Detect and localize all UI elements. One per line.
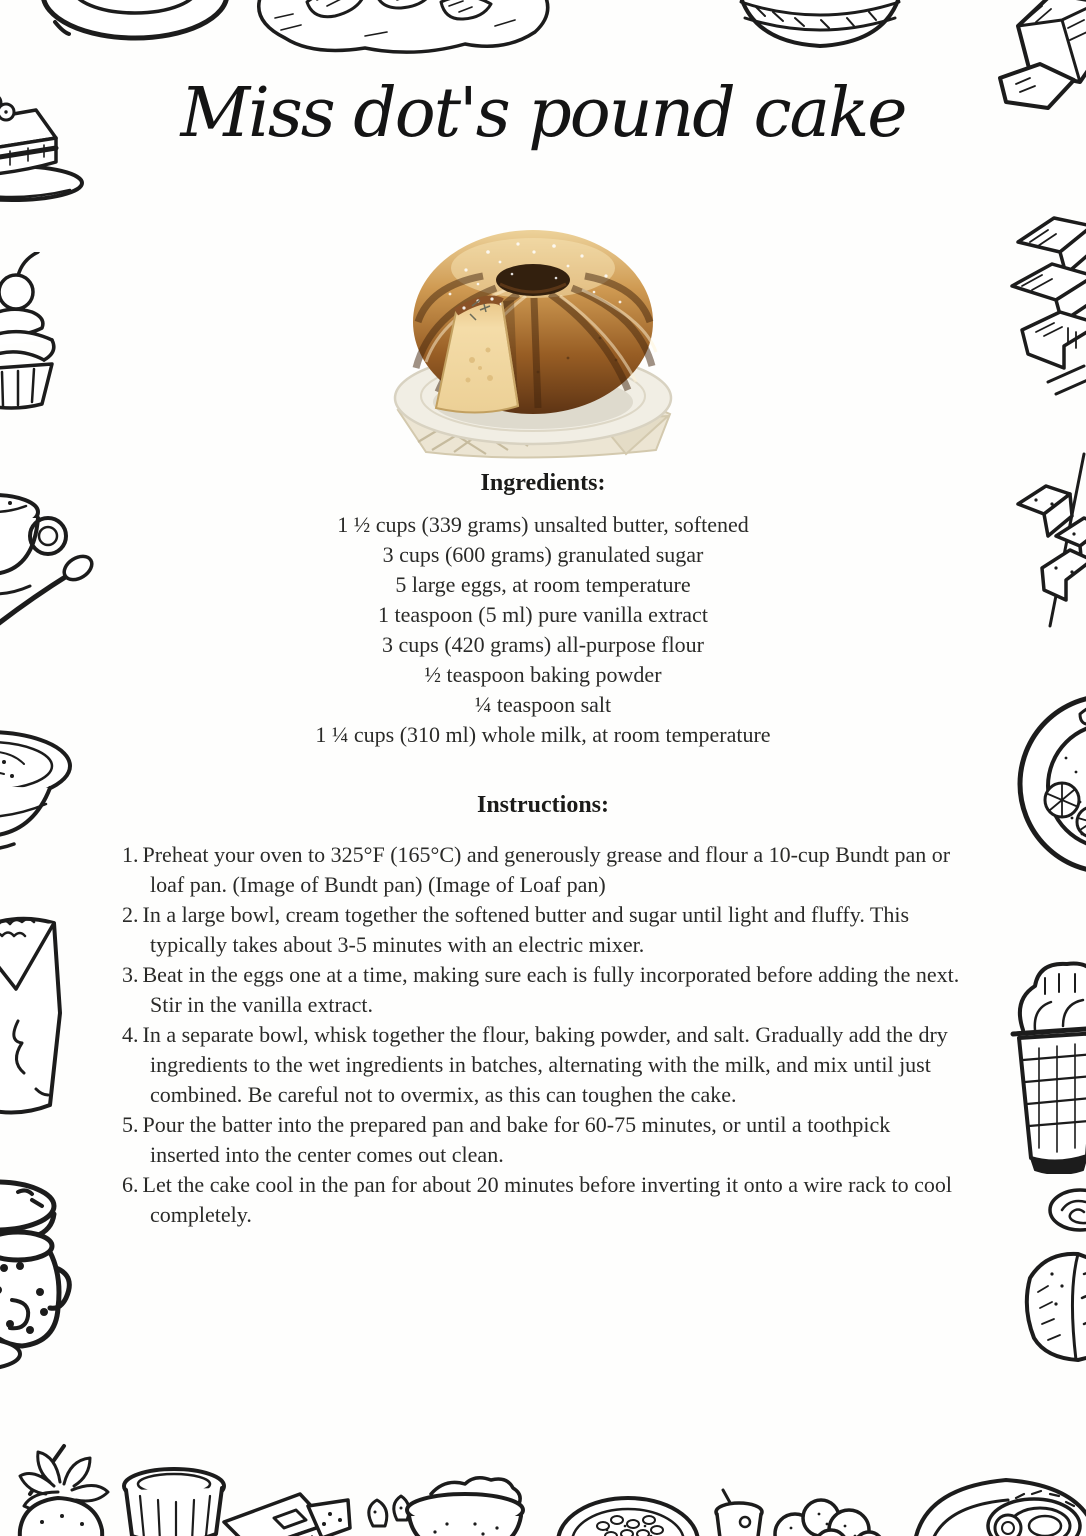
instructions-heading: Instructions: (476, 792, 609, 818)
ingredients-list (0, 510, 1086, 750)
instruction-step (122, 1020, 964, 1110)
step-text: In a separate bowl, whisk together the flour, baking powder, and salt. Gradually add the dry ingredients to the wet ingredients in batches, alternating with the milk, and mix until just combined. Be careful not to overmix, as this can toughen the cake. (142, 1022, 948, 1107)
ingredient-item: 1 teaspoon (5 ml) pure vanilla extract (378, 602, 708, 627)
ingredient-item: ½ teaspoon baking powder (424, 662, 662, 687)
fruit-cloth-icon (245, 0, 565, 68)
ingredient-item: 3 cups (420 grams) all-purpose flour (382, 632, 704, 657)
ingredient-item: 3 cups (600 grams) granulated sugar (382, 542, 704, 567)
drink-and-pastries-icon (703, 1488, 885, 1536)
bread-bowl-icon (345, 1468, 535, 1536)
strawberry-icon (2, 1442, 120, 1536)
bundt-cake-image (368, 210, 698, 462)
instruction-step (122, 1170, 964, 1230)
step-number: 1. (122, 842, 139, 867)
rolled-crepe-plate-icon (912, 1460, 1086, 1536)
instructions-list (122, 840, 964, 1230)
instruction-step (122, 840, 964, 900)
page-title: Miss dot's pound cake (180, 74, 906, 153)
ingredient-item: 5 large eggs, at room temperature (395, 572, 691, 597)
cookie-plate-icon (35, 0, 235, 60)
ingredients-heading: Ingredients: (480, 470, 606, 496)
bean-bowl-icon (555, 1476, 701, 1536)
chocolate-pieces-icon (1008, 202, 1086, 410)
cupcake-icon (0, 252, 72, 414)
noodle-bowl-top-icon (725, 0, 940, 62)
instruction-step (122, 1110, 964, 1170)
step-number: 2. (122, 902, 139, 927)
step-number: 6. (122, 1172, 139, 1197)
step-text: In a large bowl, cream together the softened butter and sugar until light and fluffy. This typically takes about 3-5 minutes with an electric mixer. (142, 902, 910, 957)
ingredient-item: 1 ¼ cups (310 ml) whole milk, at room temperature (315, 722, 771, 747)
instruction-step (122, 900, 964, 960)
step-text: Beat in the eggs one at a time, making sure each is fully incorporated before adding the next. Stir in the vanilla extract. (142, 962, 960, 1017)
ramekin-and-cake-slices-icon (112, 1458, 352, 1536)
step-number: 5. (122, 1112, 139, 1137)
step-text: Preheat your oven to 325°F (165°C) and generously grease and flour a 10-cup Bundt pan or loaf pan. (Image of Bundt pan) (Image of Loaf pan) (142, 842, 951, 897)
step-number: 4. (122, 1022, 139, 1047)
step-text: Let the cake cool in the pan for about 20 minutes before inverting it onto a wire rack to cool completely. (142, 1172, 952, 1227)
step-number: 3. (122, 962, 139, 987)
instruction-step (122, 960, 964, 1020)
recipe-content (0, 470, 1086, 1230)
ingredient-item: ¼ teaspoon salt (474, 692, 612, 717)
step-text: Pour the batter into the prepared pan and bake for 60-75 minutes, or until a toothpick inserted into the center comes out clean. (142, 1112, 891, 1167)
ingredient-item: 1 ½ cups (339 grams) unsalted butter, softened (337, 512, 749, 537)
